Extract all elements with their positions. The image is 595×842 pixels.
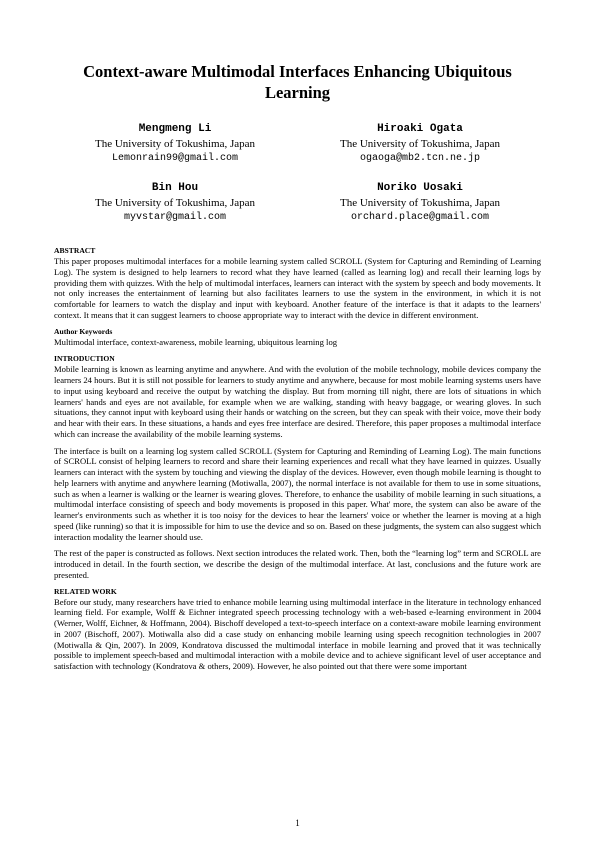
introduction-heading: INTRODUCTION	[54, 354, 115, 364]
author-affiliation: The University of Tokushima, Japan	[339, 138, 501, 150]
author-name: Hiroaki Ogata	[377, 123, 463, 135]
author-block	[75, 181, 275, 225]
author-affiliation: The University of Tokushima, Japan	[339, 197, 501, 209]
related-work-heading: RELATED WORK	[54, 586, 117, 596]
keywords-heading: Author Keywords	[54, 326, 113, 336]
introduction-paragraph: The interface is built on a learning log system called SCROLL (System for Capturing and Reminding of Learning Log). The main functions of SCROLL consist of helping learners to record and share their learning experiences and recall what they have learned in quizzes. Usually learners can interact with the system by touching and viewing the display of the devices. However, even though mobile learning is thought to help learners with anytime and anywhere learning (Motiwalla, 2007), the normal interface is not available for them to use in some situations, such as when a learner is walking or the learner is wearing gloves. Therefore, to enhance the usability of mobile learning in such situations, a multimodal interface consisting of speech and body movements is proposed in this paper. What' more, the system can also be aware of the learner's environments such as whether it is too noisy for the devices to hear the learners' voice or whether the learner is moving at a high speed (like running) so that it is impossible for him to use the device and so on. Based on these judgments, the system can also suggest which interaction modality the learner should use.	[54, 445, 541, 542]
abstract-text: This paper proposes multimodal interfaces for a mobile learning system called SCROLL (System for Capturing and Reminding of Learning Log). The system is designed to help learners to record what they have learned (called as learning log) and recall their learning logs by providing them with quizzes. With the help of multimodal interfaces, learners can interact with the system by speech and body movements. It not only increases the entertainment of learning but also facilitates learners to use the system in the environment, in which it is not comfortable for learners to watch the display and input with keyboard. Another feature of the interface is that it adapts to the learners' context. It means that it can suggest learners to choose appropriate way to interact with the device in different environment.	[54, 256, 541, 320]
paper-title: Context-aware Multimodal Interfaces Enhancing Ubiquitous Learning	[83, 62, 512, 102]
page-number: 1	[295, 818, 300, 828]
author-block	[320, 122, 520, 166]
abstract-heading: ABSTRACT	[54, 246, 96, 255]
author-block	[320, 181, 520, 225]
introduction-paragraph: Mobile learning is known as learning anytime and anywhere. And with the evolution of the mobile technology, mobile devices company the learners 24 hours. But it is still not possible for learners to study anytime and anywhere, because for most mobile learning systems users have to input using keyboard and receive the output by watching the display. But from morning till night, there are lots of situations in which learners' hands and eyes are not available, for example when we are walking, standing with heavy baggage, or wearing gloves. In such situations, they cannot input with keyboard using their hands or watching on the screen, but they can speak with their voice, move their body and hear with their ears. In these situations, a hands and eyes free interface are desired. Therefore, this paper proposes a multimodal interface which can increase the availability of the mobile learning systems.	[54, 364, 541, 439]
paper-body	[54, 246, 541, 678]
author-name: Bin Hou	[151, 182, 199, 194]
related-work-paragraph: Before our study, many researchers have tried to enhance mobile learning using multimodal interface in the literature in technology enhanced learning field. For example, Wolff & Eichner integrated speech processing technology with a web-based e-learning environment in 2004 (Werner, Wolff, Eichner, & Hoffmann, 2004). Bischoff developed a text-to-speech interface on a context-aware mobile learning environment in 2007 (Bischoff, 2007). Motiwalla also did a case study on enhancing mobile learning using speech recognition technologies in 2007 (Motiwalla & Qin, 2007). In 2009, Kondratova discussed the multimodal interface in mobile learning and proved that it was technically possible to implement speech-based and multimodal interaction with a mobile device and to achieve significant level of user acceptance and satisfaction with technology (Kondratova & others, 2009). However, he also pointed out that there were some important	[54, 596, 541, 671]
author-email: ogaoga@mb2.tcn.ne.jp	[359, 153, 481, 164]
author-block	[75, 122, 275, 166]
author-affiliation: The University of Tokushima, Japan	[94, 138, 256, 150]
author-name: Noriko Uosaki	[377, 182, 463, 194]
author-name: Mengmeng Li	[138, 123, 212, 135]
author-affiliation: The University of Tokushima, Japan	[94, 197, 256, 209]
introduction-paragraph: The rest of the paper is constructed as follows. Next section introduces the related work. Then, both the “learning log” term and SCROLL are introduced in detail. In the fourth section, we describe the design of the multimodal interface. At last, conclusions and the future work are presented.	[54, 548, 541, 580]
author-email: myvstar@gmail.com	[123, 212, 227, 223]
author-email: Lemonrain99@gmail.com	[111, 153, 239, 164]
author-email: orchard.place@gmail.com	[350, 212, 490, 223]
keywords-text: Multimodal interface, context-awareness, mobile learning, ubiquitous learning log	[54, 336, 338, 347]
